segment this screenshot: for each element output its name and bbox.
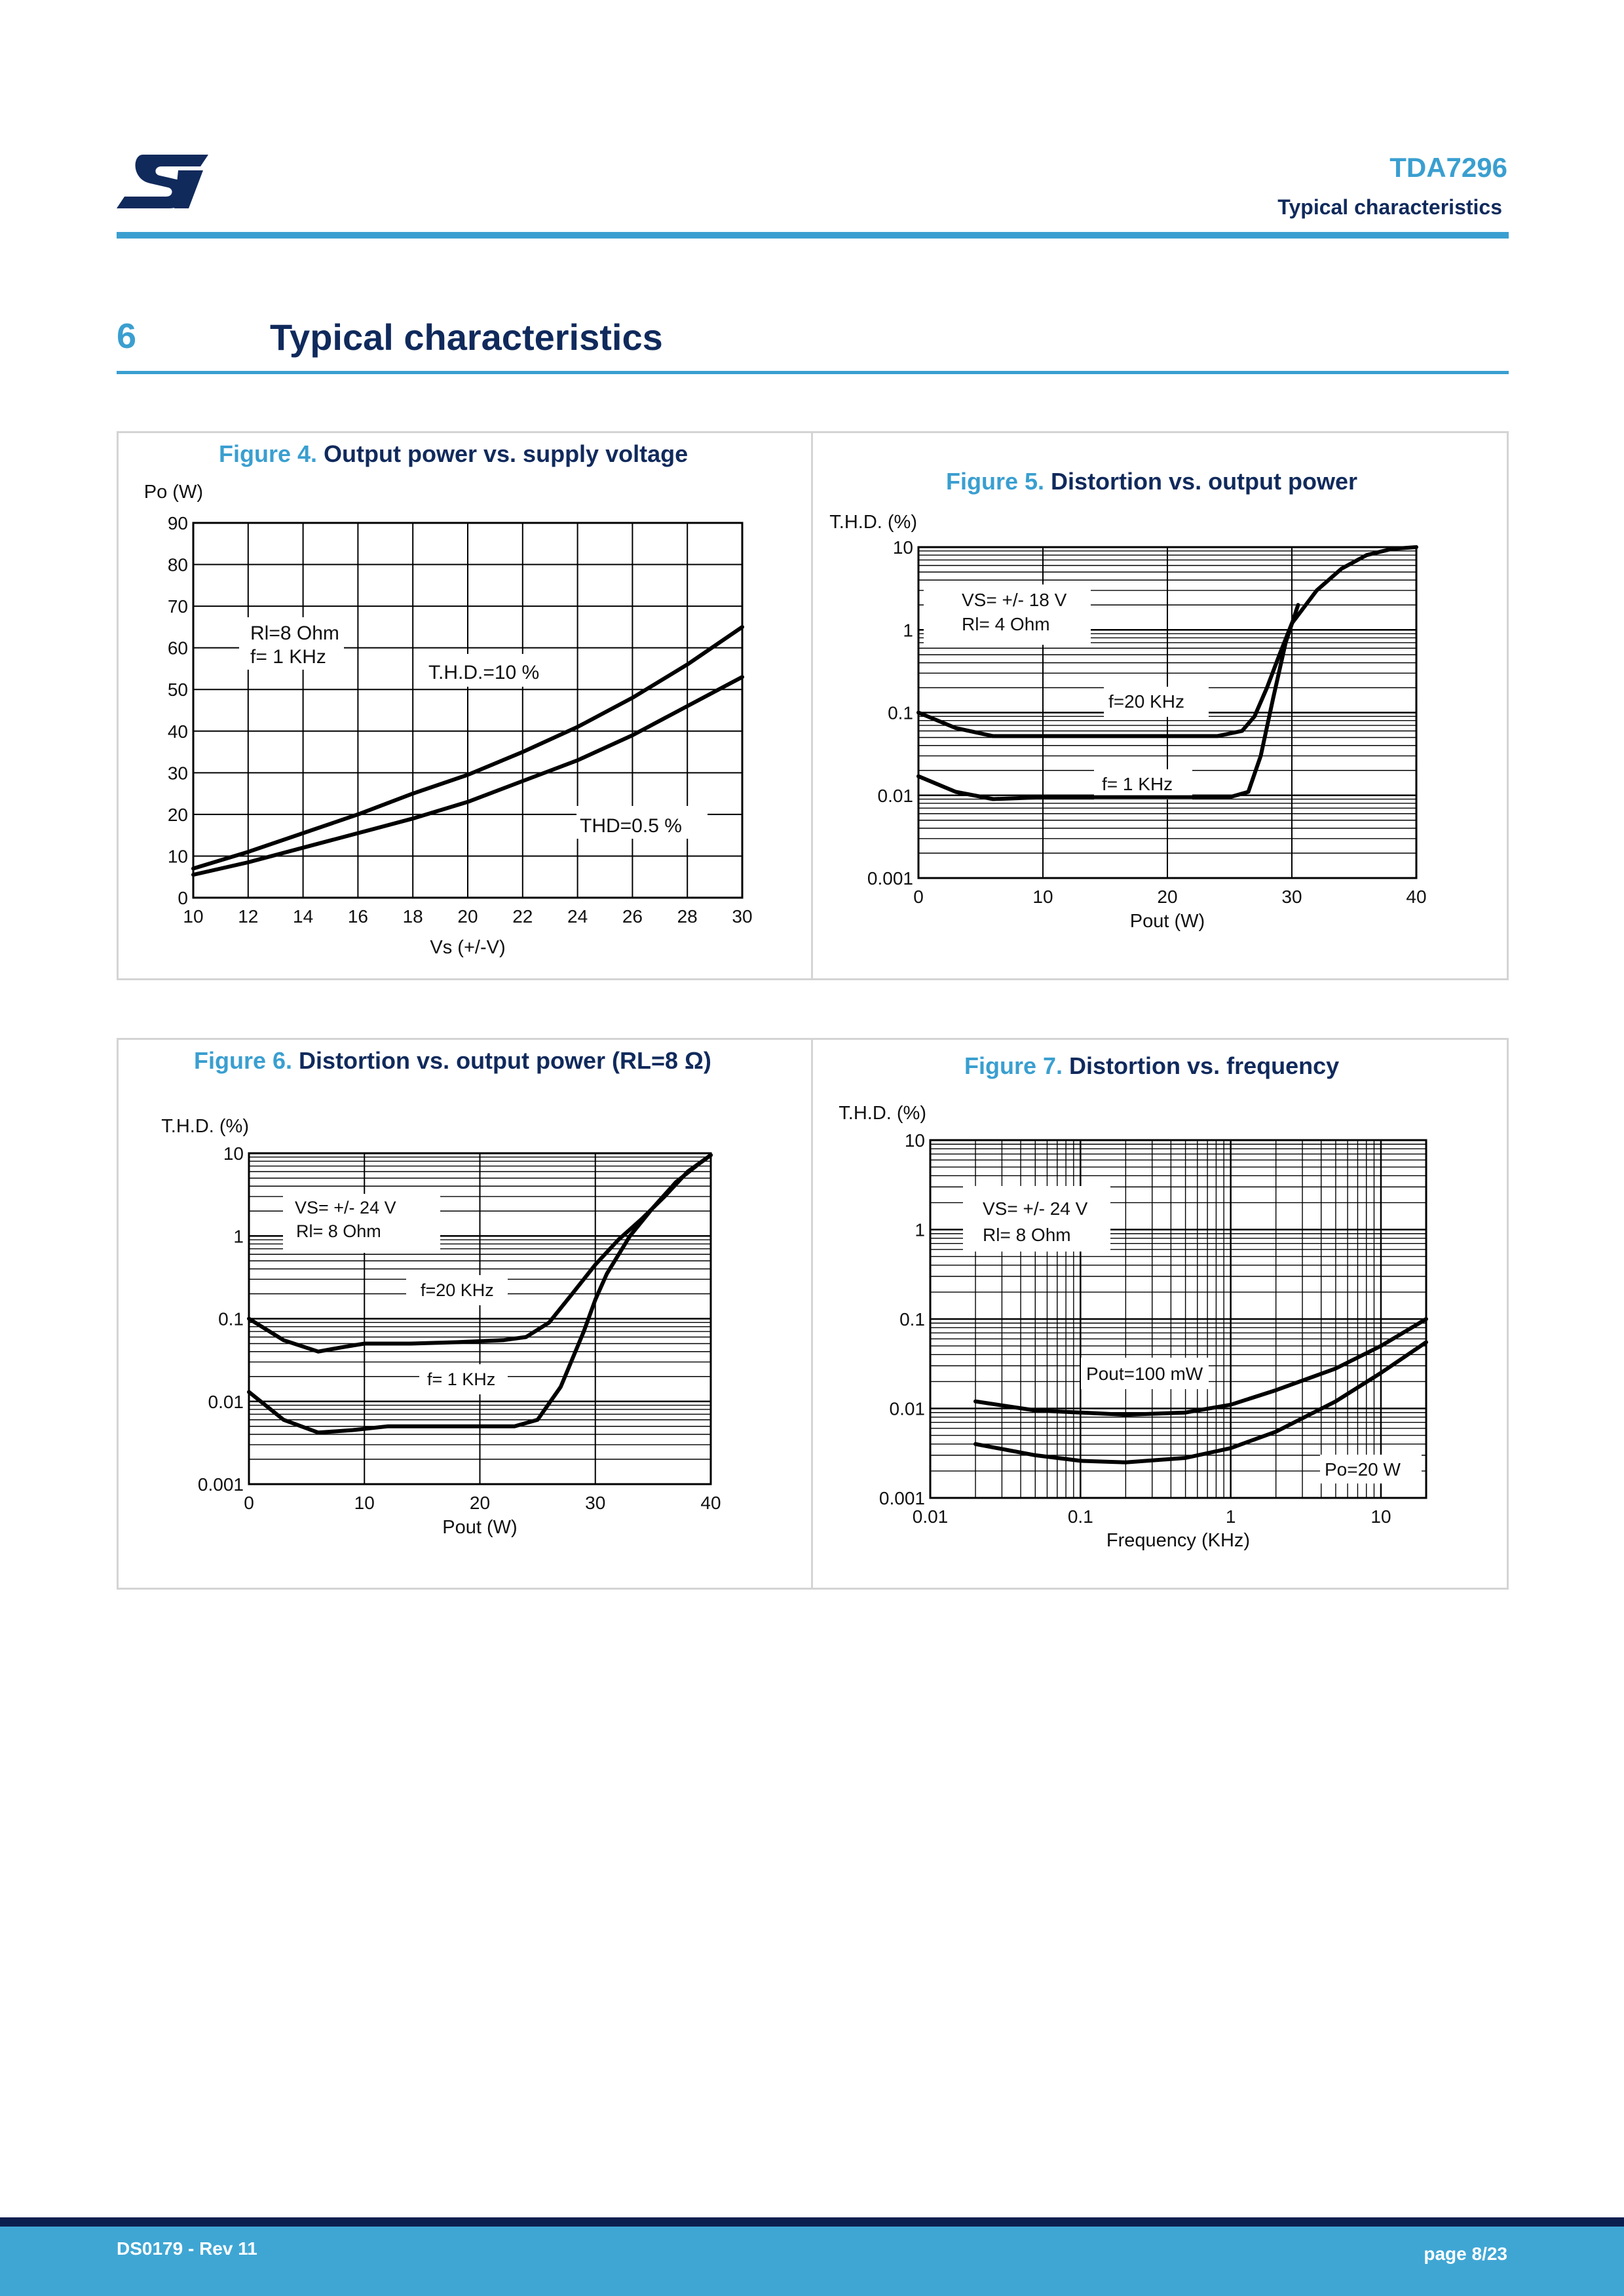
chart-3-y-tick-label: 10: [904, 1130, 925, 1151]
header-section-label: Typical characteristics: [1277, 195, 1502, 219]
section-rule: [117, 371, 1509, 374]
chart-0-annotation: Rl=8 Ohm: [250, 622, 339, 644]
chart-2-x-tick-label: 40: [700, 1493, 721, 1513]
header-rule: [117, 232, 1509, 239]
chart-0-x-tick-label: 30: [732, 906, 753, 927]
figure-5-caption: [946, 468, 1357, 495]
figure-6-caption: [194, 1047, 711, 1075]
chart-3-y-tick-label: 0.01: [889, 1398, 925, 1419]
figure-5-title: Distortion vs. output power: [1051, 468, 1358, 495]
chart-0-x-tick-label: 26: [622, 906, 643, 927]
chart-0-x-tick-label: 12: [238, 906, 259, 927]
figure-5-label: Figure 5.: [946, 468, 1045, 495]
chart-0-x-tick-label: 14: [293, 906, 314, 927]
chart-0-x-tick-label: 22: [512, 906, 533, 927]
footer-page-number: page 8/23: [1424, 2244, 1507, 2264]
section-number: 6: [117, 316, 137, 356]
chart-2-y-tick-label: 1: [233, 1226, 244, 1247]
section-title: Typical characteristics: [270, 316, 663, 358]
chart-distortion-vs-output-power: [829, 505, 1487, 970]
chart-0-y-tick-label: 30: [167, 763, 188, 784]
chart-1-x-tick-label: 10: [1032, 887, 1053, 907]
chart-0-y-tick-label: 40: [167, 721, 188, 742]
chart-2-series-label: f= 1 KHz: [427, 1369, 496, 1389]
chart-1-x-tick-label: 20: [1157, 887, 1178, 907]
chart-0-y-tick-label: 60: [167, 638, 188, 659]
chart-3-series-label: Pout=100 mW: [1086, 1364, 1203, 1384]
chart-3-series-label: Po=20 W: [1325, 1459, 1401, 1480]
chart-1-y-tick-label: 1: [903, 620, 913, 641]
chart-1-series-label: f=20 KHz: [1108, 691, 1184, 712]
chart-3-y-axis-label: T.H.D. (%): [839, 1103, 926, 1124]
chart-0-x-tick-label: 28: [677, 906, 698, 927]
chart-distortion-vs-frequency: [839, 1094, 1467, 1573]
chart-0-series-label: THD=0.5 %: [580, 815, 682, 837]
chart-2-x-tick-label: 30: [585, 1493, 606, 1513]
chart-1-series-label: f= 1 KHz: [1102, 774, 1173, 794]
chart-0-annotation: f= 1 KHz: [250, 646, 326, 668]
figure-4-caption: [219, 440, 688, 468]
chart-3-x-axis-label: Frequency (KHz): [1106, 1530, 1251, 1551]
chart-1-y-tick-label: 0.1: [888, 702, 913, 723]
chart-0-y-axis-label: Po (W): [143, 482, 203, 503]
chart-1-y-tick-label: 10: [892, 537, 913, 558]
chart-0-x-tick-label: 18: [402, 906, 423, 927]
chart-0-y-tick-label: 80: [167, 554, 188, 575]
footer-bar: [0, 2227, 1624, 2296]
footer-doc-revision: DS0179 - Rev 11: [117, 2238, 257, 2259]
chart-0-x-axis-label: Vs (+/-V): [430, 937, 506, 958]
chart-0-y-tick-label: 50: [167, 679, 188, 700]
chart-0-x-tick-label: 10: [183, 906, 204, 927]
chart-2-y-tick-label: 0.1: [218, 1309, 244, 1330]
chart-0-x-tick-label: 16: [347, 906, 368, 927]
chart-3-x-tick-label: 10: [1370, 1506, 1391, 1527]
figure-divider-row-2: [811, 1038, 813, 1590]
chart-1-x-axis-label: Pout (W): [1129, 911, 1205, 932]
chart-3-annotation: VS= +/- 24 V: [983, 1198, 1088, 1219]
chart-2-x-axis-label: Pout (W): [442, 1517, 518, 1538]
chart-2-y-tick-label: 0.01: [208, 1391, 244, 1412]
figure-divider-row-1: [811, 431, 813, 980]
chart-3-x-tick-label: 0.1: [1067, 1506, 1093, 1527]
chart-2-y-tick-label: 0.001: [197, 1474, 244, 1495]
st-logo: [117, 155, 208, 208]
chart-1-y-tick-label: 0.001: [867, 868, 913, 889]
chart-0-x-tick-label: 24: [567, 906, 588, 927]
chart-1-x-tick-label: 0: [913, 887, 924, 907]
chart-0-x-tick-label: 20: [457, 906, 478, 927]
figure-4-title: Output power vs. supply voltage: [324, 440, 689, 467]
chart-2-y-tick-label: 10: [223, 1143, 244, 1164]
figure-6-title: Distortion vs. output power (RL=8 Ω): [299, 1047, 711, 1074]
chart-3-y-tick-label: 1: [915, 1219, 925, 1240]
chart-1-y-tick-label: 0.01: [877, 785, 913, 806]
chart-0-series-label: T.H.D.=10 %: [428, 662, 540, 683]
chart-0-y-tick-label: 0: [178, 888, 188, 908]
chart-0-y-tick-label: 10: [167, 846, 188, 867]
chart-2-x-tick-label: 0: [244, 1493, 254, 1513]
footer-dark-bar: [0, 2217, 1624, 2227]
chart-1-y-axis-label: T.H.D. (%): [829, 512, 917, 533]
chart-distortion-vs-output-power-8ohm: [161, 1107, 773, 1553]
chart-1-annotation: Rl= 4 Ohm: [962, 614, 1050, 634]
chart-0-y-tick-label: 20: [167, 804, 188, 825]
chart-3-x-tick-label: 1: [1225, 1506, 1236, 1527]
chart-2-x-tick-label: 20: [469, 1493, 491, 1513]
chart-2-annotation: Rl= 8 Ohm: [296, 1221, 381, 1241]
figure-4-label: Figure 4.: [219, 440, 318, 467]
figure-6-label: Figure 6.: [194, 1047, 293, 1074]
chart-2-annotation: VS= +/- 24 V: [295, 1198, 396, 1217]
figure-7-label: Figure 7.: [964, 1052, 1063, 1079]
chart-0-y-tick-label: 90: [167, 513, 188, 533]
chart-3-y-tick-label: 0.1: [899, 1309, 925, 1330]
chart-3-x-tick-label: 0.01: [912, 1506, 949, 1527]
document-id: TDA7296: [1389, 152, 1507, 183]
chart-0-y-tick-label: 70: [167, 596, 188, 617]
chart-1-x-tick-label: 30: [1281, 887, 1302, 907]
chart-3-annotation: Rl= 8 Ohm: [983, 1225, 1071, 1245]
chart-2-x-tick-label: 10: [354, 1493, 375, 1513]
figure-7-caption: [964, 1052, 1339, 1080]
chart-3-y-tick-label: 0.001: [878, 1488, 925, 1508]
chart-output-power-vs-supply-voltage: [131, 478, 799, 970]
chart-1-x-tick-label: 40: [1406, 887, 1427, 907]
chart-2-y-axis-label: T.H.D. (%): [161, 1116, 249, 1137]
chart-1-annotation: VS= +/- 18 V: [962, 590, 1067, 610]
chart-2-series-label: f=20 KHz: [421, 1280, 494, 1300]
figure-7-title: Distortion vs. frequency: [1069, 1052, 1340, 1079]
